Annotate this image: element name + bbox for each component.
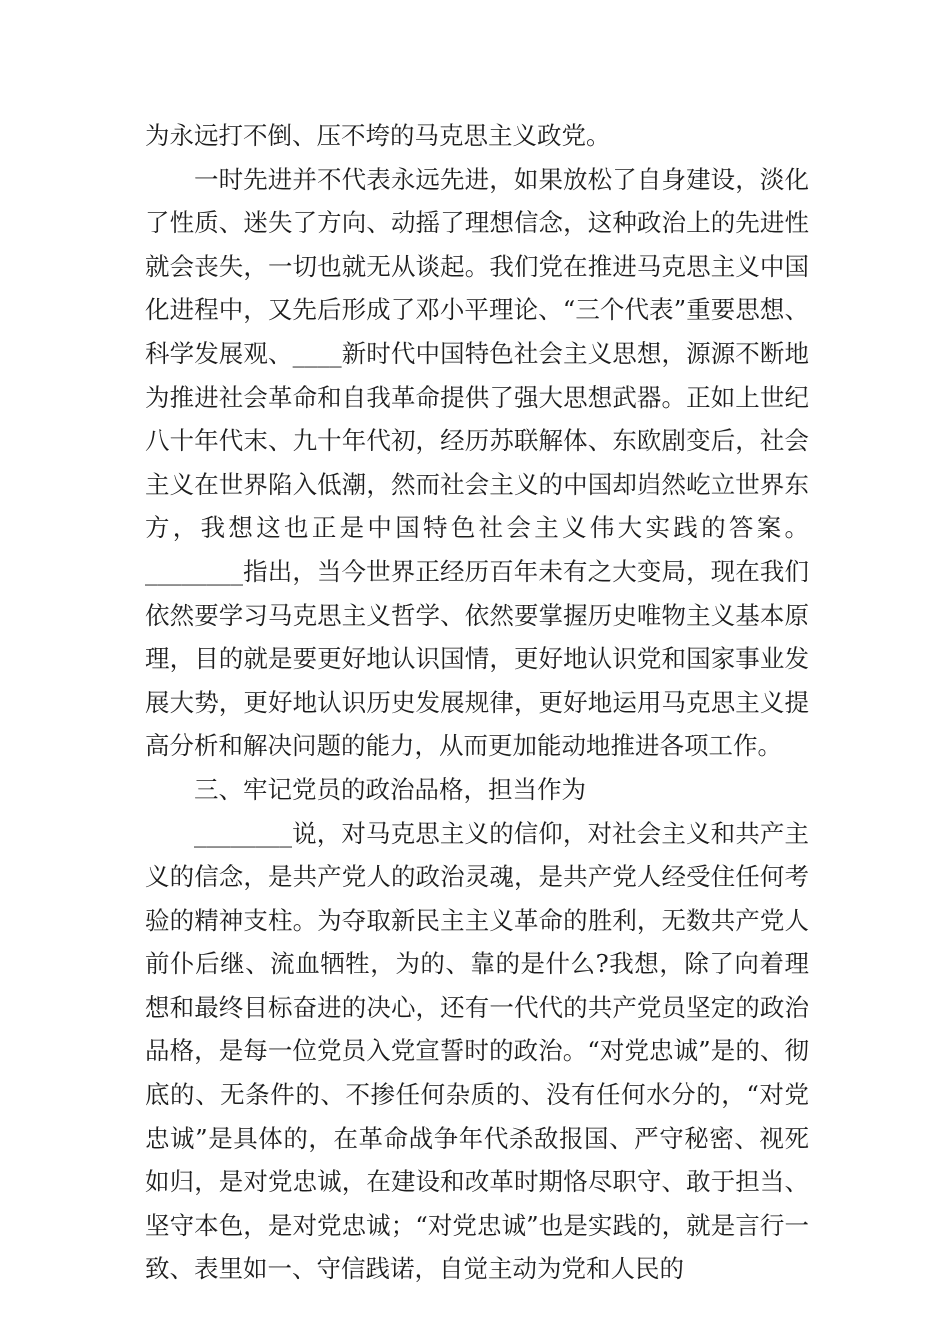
paragraph-advancement: 一时先进并不代表永远先进，如果放松了自身建设，淡化了性质、迷失了方向、动摇了理想信念，这种政治上的先进性就会丧失，一切也就无从谈起。我们党在推进马克思主义中国化进程中，又先后形成了邓小平理论、“三个代表”重要思想、科学发展观、____新时代中国特色社会主义思想，源源不断地为推进社会革命和自我革命提供了强大思想武器。正如上世纪八十年代末、九十年代初，经历苏联解体、东欧剧变后，社会主义在世界陷入低潮，然而社会主义的中国却岿然屹立世界东方，我想这也正是中国特色社会主义伟大实践的答案。________指出，当今世界正经历百年未有之大变局，现在我们依然要学习马克思主义哲学、依然要掌握历史唯物主义基本原理，目的就是要更好地认识国情，更好地认识党和国家事业发展大势，更好地认识历史发展规律，更好地运用马克思主义提高分析和解决问题的能力，从而更加能动地推进各项工作。 [145, 164, 809, 761]
paragraph-loyalty: ________说，对马克思主义的信仰，对社会主义和共产主义的信念，是共产党人的政治灵魂，是共产党人经受住任何考验的精神支柱。为夺取新民主主义革命的胜利，无数共产党人前仆后继、流血牺牲，为的、靠的是什么?我想，除了向着理想和最终目标奋进的决心，还有一代代的共产党员坚定的政治品格，是每一位党员入党宣誓时的政治。“对党忠诚”是的、彻底的、无条件的、不掺任何杂质的、没有任何水分的，“对党忠诚”是具体的，在革命战争年代杀敌报国、严守秘密、视死如归，是对党忠诚，在建设和改革时期恪尽职守、敢于担当、坚守本色，是对党忠诚；“对党忠诚”也是实践的，就是言行一致、表里如一、守信践诺，自觉主动为党和人民的 [145, 818, 809, 1284]
document-body [145, 114, 809, 1291]
section-heading: 三、牢记党员的政治品格，担当作为 [194, 774, 586, 804]
paragraph-continuation: 为永远打不倒、压不垮的马克思主义政党。 [145, 121, 611, 150]
